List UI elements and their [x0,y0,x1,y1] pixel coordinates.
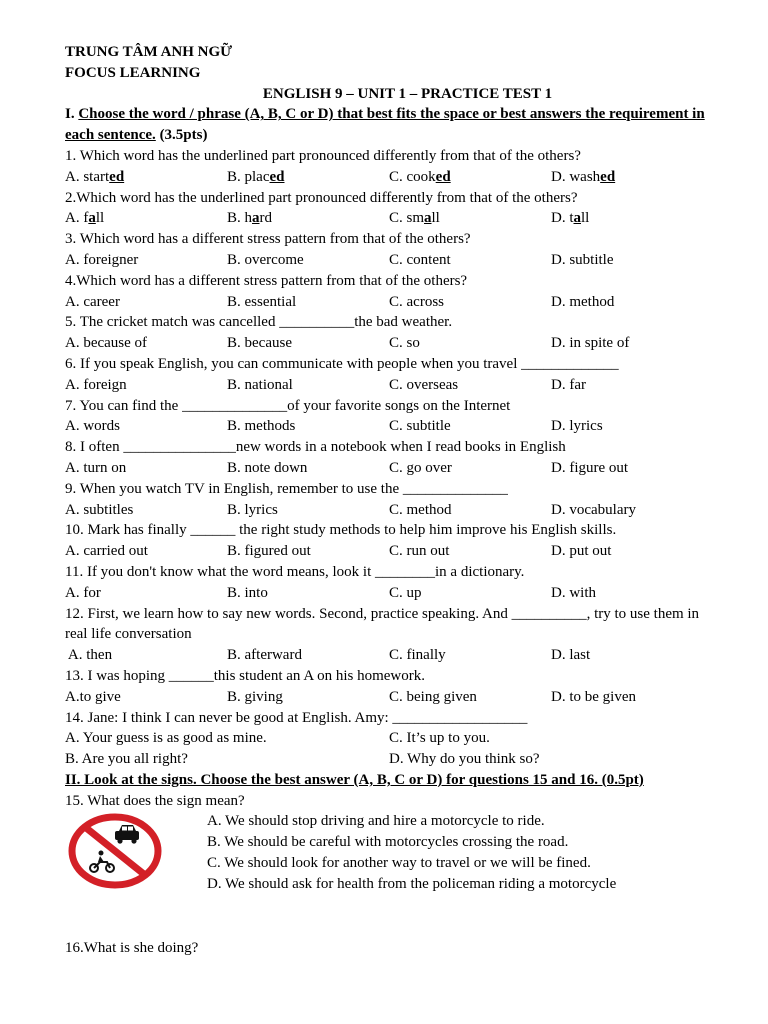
option-b[interactable]: B. note down [227,459,308,476]
option-b[interactable]: B. essential [227,293,297,310]
option-b[interactable]: B. because [227,335,292,352]
option-b[interactable]: B. We should be careful with motorcycles crossing the road. [207,834,569,851]
question-16: 16.What is she doing? [65,940,199,957]
question-13-options [65,687,710,708]
option-d[interactable]: D. tall [551,210,590,227]
option-d[interactable]: D. put out [551,543,612,560]
question-12-options [65,645,710,666]
option-b[interactable]: B. figured out [227,543,311,560]
question-1-options [65,167,710,188]
question-3-options [65,250,710,271]
option-b[interactable]: B. Are you all right? [65,751,188,768]
question-4-options [65,292,710,313]
option-a[interactable]: A. fall [65,210,105,227]
option-b[interactable]: B. lyrics [227,501,278,518]
question-14-options-row-2 [65,749,710,770]
option-a[interactable]: A. Your guess is as good as mine. [65,730,267,747]
option-c[interactable]: C. small [389,210,440,227]
option-c[interactable]: C. cooked [389,168,451,185]
option-d[interactable]: D. method [551,293,615,310]
option-a[interactable]: A.to give [65,688,121,705]
question-12: 12. First, we learn how to say new words. Second, practice speaking. And __________, try to use them in real life conversation [65,605,700,643]
option-c[interactable]: C. We should look for another way to travel or we will be fined. [207,855,591,872]
option-b[interactable]: B. hard [227,210,273,227]
question-3: 3. Which word has a different stress pattern from that of the others? [65,231,471,248]
option-a[interactable]: A. We should stop driving and hire a motorcycle to ride. [207,813,545,830]
option-a[interactable]: A. started [65,168,125,185]
option-b[interactable]: B. afterward [227,647,302,664]
option-d[interactable]: D. to be given [551,688,636,705]
question-6: 6. If you speak English, you can communicate with people when you travel _____________ [65,355,619,372]
question-10-options [65,541,710,562]
option-d[interactable]: D. subtitle [551,251,614,268]
option-b[interactable]: B. overcome [227,251,304,268]
option-a[interactable]: A. words [65,418,120,435]
question-14-options-row-1 [65,728,710,749]
option-d[interactable]: D. washed [551,168,616,185]
question-15-block [65,811,710,896]
question-8: 8. I often _______________new words in a notebook when I read books in English [65,439,566,456]
option-c[interactable]: C. so [389,335,420,352]
section-2-instruction: II. Look at the signs. Choose the best answer (A, B, C or D) for questions 15 and 16. (0.5pt) [65,771,644,788]
question-13: 13. I was hoping ______this student an A on his homework. [65,667,425,684]
question-11: 11. If you don't know what the word means, look it ________in a dictionary. [65,563,525,580]
question-6-options [65,375,710,396]
option-d[interactable]: D. We should ask for health from the policeman riding a motorcycle [207,875,617,892]
section-1-instruction [65,104,710,146]
question-5-options [65,333,710,354]
question-10: 10. Mark has finally ______ the right study methods to help him improve his English skills. [65,522,617,539]
option-c[interactable]: C. run out [389,543,450,560]
option-d[interactable]: D. figure out [551,459,629,476]
option-d[interactable]: D. Why do you think so? [389,751,540,768]
center-subtitle: FOCUS LEARNING [65,64,201,81]
option-a[interactable]: A. career [65,293,120,310]
section-1-number: I. [65,106,75,123]
option-c[interactable]: C. up [389,584,422,601]
option-b[interactable]: B. national [227,376,293,393]
option-d[interactable]: D. with [551,584,596,601]
question-9: 9. When you watch TV in English, remember to use the ______________ [65,480,508,497]
option-c[interactable]: C. It’s up to you. [389,730,490,747]
option-c[interactable]: C. method [389,501,452,518]
section-1-text: Choose the word / phrase (A, B, C or D) that best fits the space or best answers the requirement in each sentence. [65,106,705,144]
question-5: 5. The cricket match was cancelled __________the bad weather. [65,314,453,331]
question-8-options [65,458,710,479]
question-1: 1. Which word has the underlined part pronounced differently from that of the others? [65,147,581,164]
question-7: 7. You can find the ______________of your favorite songs on the Internet [65,397,511,414]
option-c[interactable]: C. being given [389,688,477,705]
option-b[interactable]: B. placed [227,168,285,185]
option-c[interactable]: C. across [389,293,444,310]
option-b[interactable]: B. giving [227,688,283,705]
option-a[interactable]: A. foreign [65,376,127,393]
question-9-options [65,500,710,521]
option-c[interactable]: C. go over [389,459,452,476]
option-d[interactable]: D. lyrics [551,418,603,435]
option-a[interactable]: A. for [65,584,101,601]
no-vehicles-sign-icon [65,811,207,896]
option-a[interactable]: A. turn on [65,459,127,476]
option-c[interactable]: C. overseas [389,376,459,393]
question-15: 15. What does the sign mean? [65,792,245,809]
option-c[interactable]: C. finally [389,647,446,664]
question-2: 2.Which word has the underlined part pronounced differently from that of the others? [65,189,578,206]
option-a[interactable]: A. subtitles [65,501,134,518]
question-7-options [65,416,710,437]
question-11-options [65,583,710,604]
question-14: 14. Jane: I think I can never be good at English. Amy: __________________ [65,709,528,726]
option-d[interactable]: D. far [551,376,586,393]
spacer [65,896,710,938]
test-title: ENGLISH 9 – UNIT 1 – PRACTICE TEST 1 [262,85,553,102]
option-b[interactable]: B. into [227,584,268,601]
option-d[interactable]: D. in spite of [551,335,630,352]
sign-graphic [67,813,163,889]
option-c[interactable]: C. content [389,251,451,268]
option-a[interactable]: A. then [65,647,113,664]
question-2-options [65,208,710,229]
option-d[interactable]: D. vocabulary [551,501,636,518]
option-d[interactable]: D. last [551,647,591,664]
option-c[interactable]: C. subtitle [389,418,451,435]
option-a[interactable]: A. because of [65,335,148,352]
option-a[interactable]: A. carried out [65,543,148,560]
option-a[interactable]: A. foreigner [65,251,139,268]
section-1-points: (3.5pts) [159,127,208,144]
option-b[interactable]: B. methods [227,418,296,435]
question-4: 4.Which word has a different stress pattern from that of the others? [65,272,468,289]
question-15-options [207,811,710,896]
center-name: TRUNG TÂM ANH NGỮ [65,44,233,60]
